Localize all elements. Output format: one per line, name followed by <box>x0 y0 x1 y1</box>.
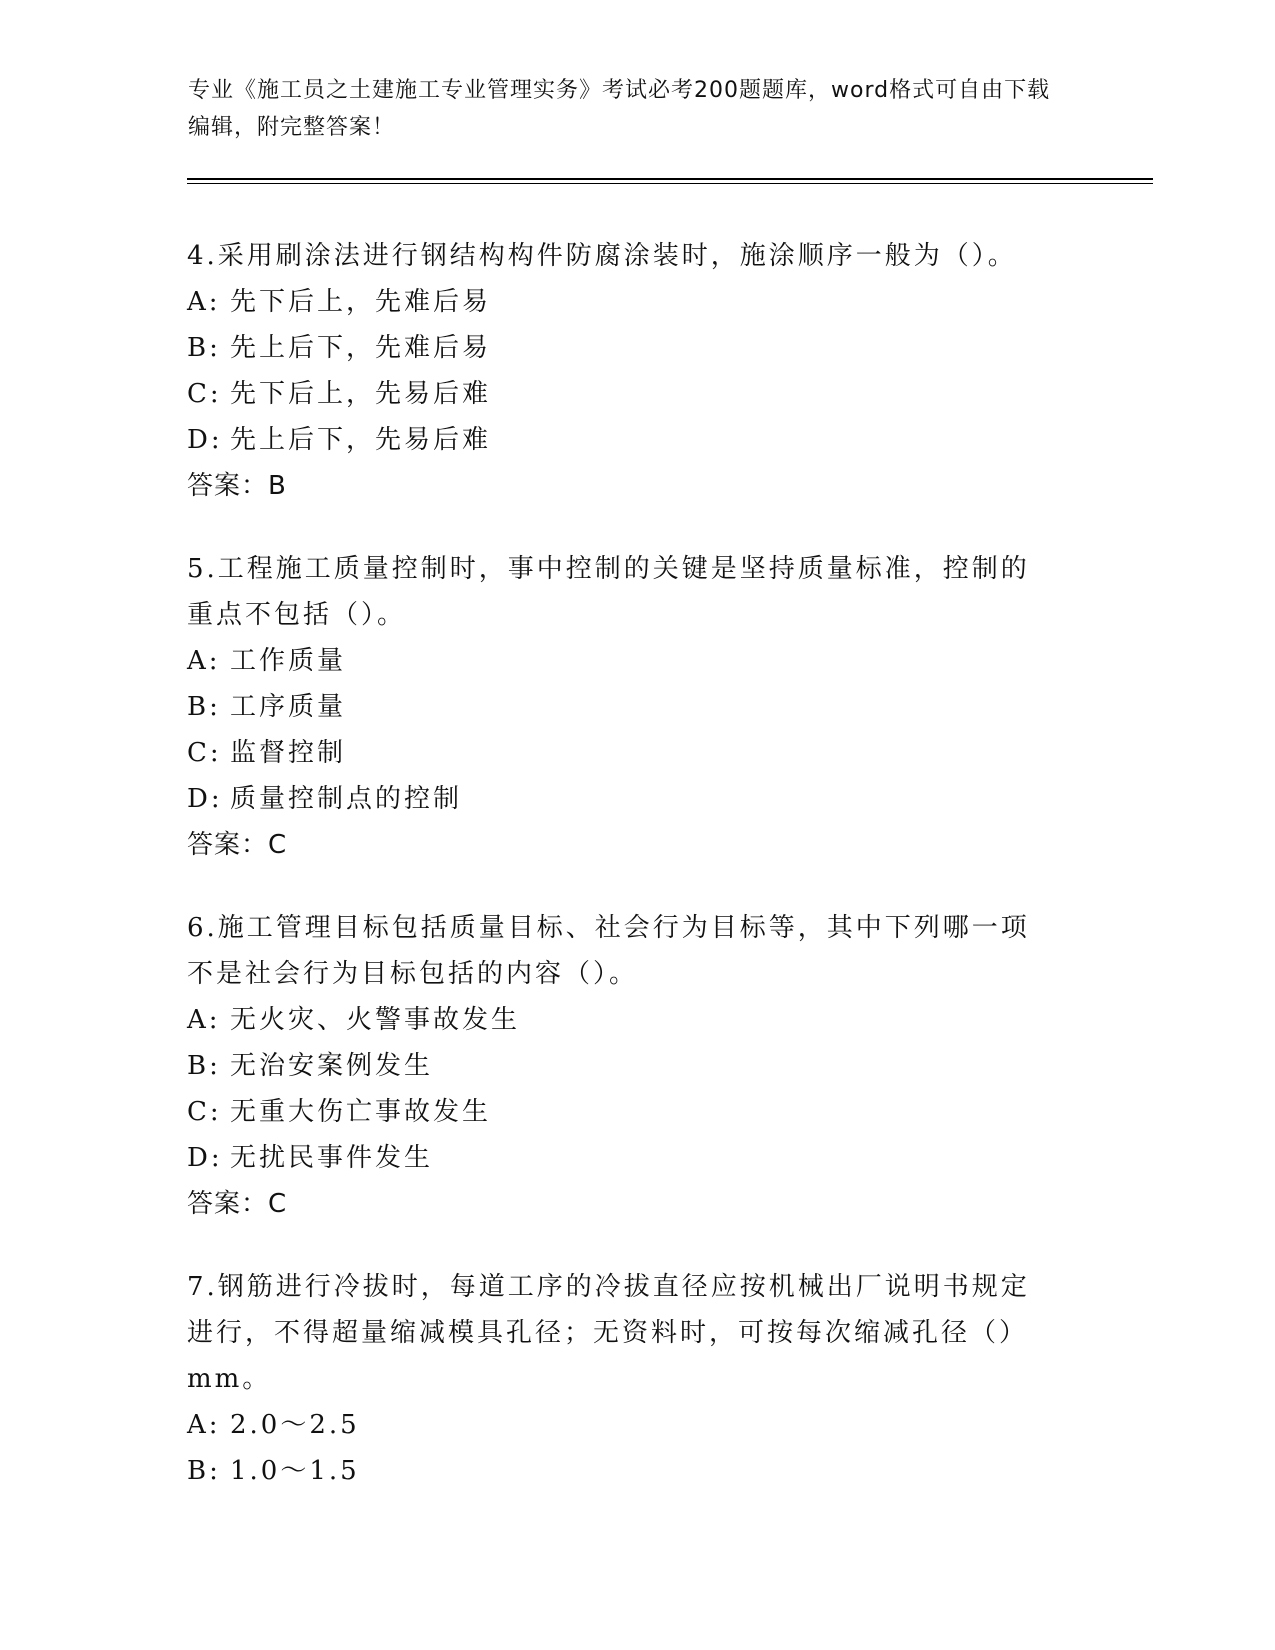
question-6 <box>187 905 1087 1227</box>
option-label: A: <box>187 287 221 317</box>
option-a <box>187 638 1087 684</box>
option-text: 无扰民事件发生 <box>230 1143 434 1173</box>
option-c <box>187 371 1087 417</box>
option-c <box>187 1089 1087 1135</box>
option-text: 1.0～1.5 <box>230 1456 360 1486</box>
option-label: A: <box>187 646 221 676</box>
option-label: D: <box>187 784 223 814</box>
option-label: D: <box>187 425 223 455</box>
option-label: D: <box>187 1143 223 1173</box>
answer: 答案：B <box>187 471 287 501</box>
option-label: C: <box>187 738 222 768</box>
question-stem: 4.采用刷涂法进行钢结构构件防腐涂装时，施涂顺序一般为（）。 <box>187 241 1017 271</box>
question-stem: 5.工程施工质量控制时，事中控制的关键是坚持质量标准，控制的重点不包括（）。 <box>187 554 1030 630</box>
option-d <box>187 1135 1087 1181</box>
option-text: 先上后下，先难后易 <box>230 333 492 363</box>
option-text: 先下后上，先难后易 <box>230 287 492 317</box>
option-text: 工作质量 <box>230 646 347 676</box>
question-stem: 7.钢筋进行冷拔时，每道工序的冷拔直径应按机械出厂说明书规定进行，不得超量缩减模具孔径；无资料时，可按每次缩减孔径（）mm。 <box>187 1272 1030 1394</box>
option-d <box>187 776 1087 822</box>
answer: 答案：C <box>187 830 288 860</box>
option-b <box>187 1448 1087 1494</box>
option-text: 无火灾、火警事故发生 <box>230 1005 521 1035</box>
option-text: 质量控制点的控制 <box>230 784 463 814</box>
option-text: 监督控制 <box>230 738 347 768</box>
option-a <box>187 1402 1087 1448</box>
option-text: 工序质量 <box>230 692 347 722</box>
option-b <box>187 325 1087 371</box>
option-label: C: <box>187 1097 222 1127</box>
question-list <box>187 233 1087 1531</box>
option-a <box>187 997 1087 1043</box>
option-text: 2.0～2.5 <box>230 1410 360 1440</box>
option-a <box>187 279 1087 325</box>
option-label: B: <box>187 1456 221 1486</box>
option-c <box>187 730 1087 776</box>
question-7 <box>187 1264 1087 1494</box>
header-divider <box>187 178 1153 180</box>
option-b <box>187 1043 1087 1089</box>
option-b <box>187 684 1087 730</box>
option-label: B: <box>187 333 221 363</box>
option-label: A: <box>187 1410 221 1440</box>
question-4 <box>187 233 1087 509</box>
option-label: C: <box>187 379 222 409</box>
question-stem: 6.施工管理目标包括质量目标、社会行为目标等，其中下列哪一项不是社会行为目标包括的内容（）。 <box>187 913 1030 989</box>
answer: 答案：C <box>187 1189 288 1219</box>
question-5 <box>187 546 1087 868</box>
option-text: 先上后下，先易后难 <box>230 425 492 455</box>
option-text: 先下后上，先易后难 <box>230 379 492 409</box>
option-label: B: <box>187 692 221 722</box>
header-divider-thin <box>187 183 1153 184</box>
option-label: B: <box>187 1051 221 1081</box>
document-header: 专业《施工员之土建施工专业管理实务》考试必考200题题库，word格式可自由下载编辑，附完整答案！ <box>188 78 1051 140</box>
option-text: 无重大伤亡事故发生 <box>230 1097 492 1127</box>
option-text: 无治安案例发生 <box>230 1051 434 1081</box>
option-label: A: <box>187 1005 221 1035</box>
option-d <box>187 417 1087 463</box>
